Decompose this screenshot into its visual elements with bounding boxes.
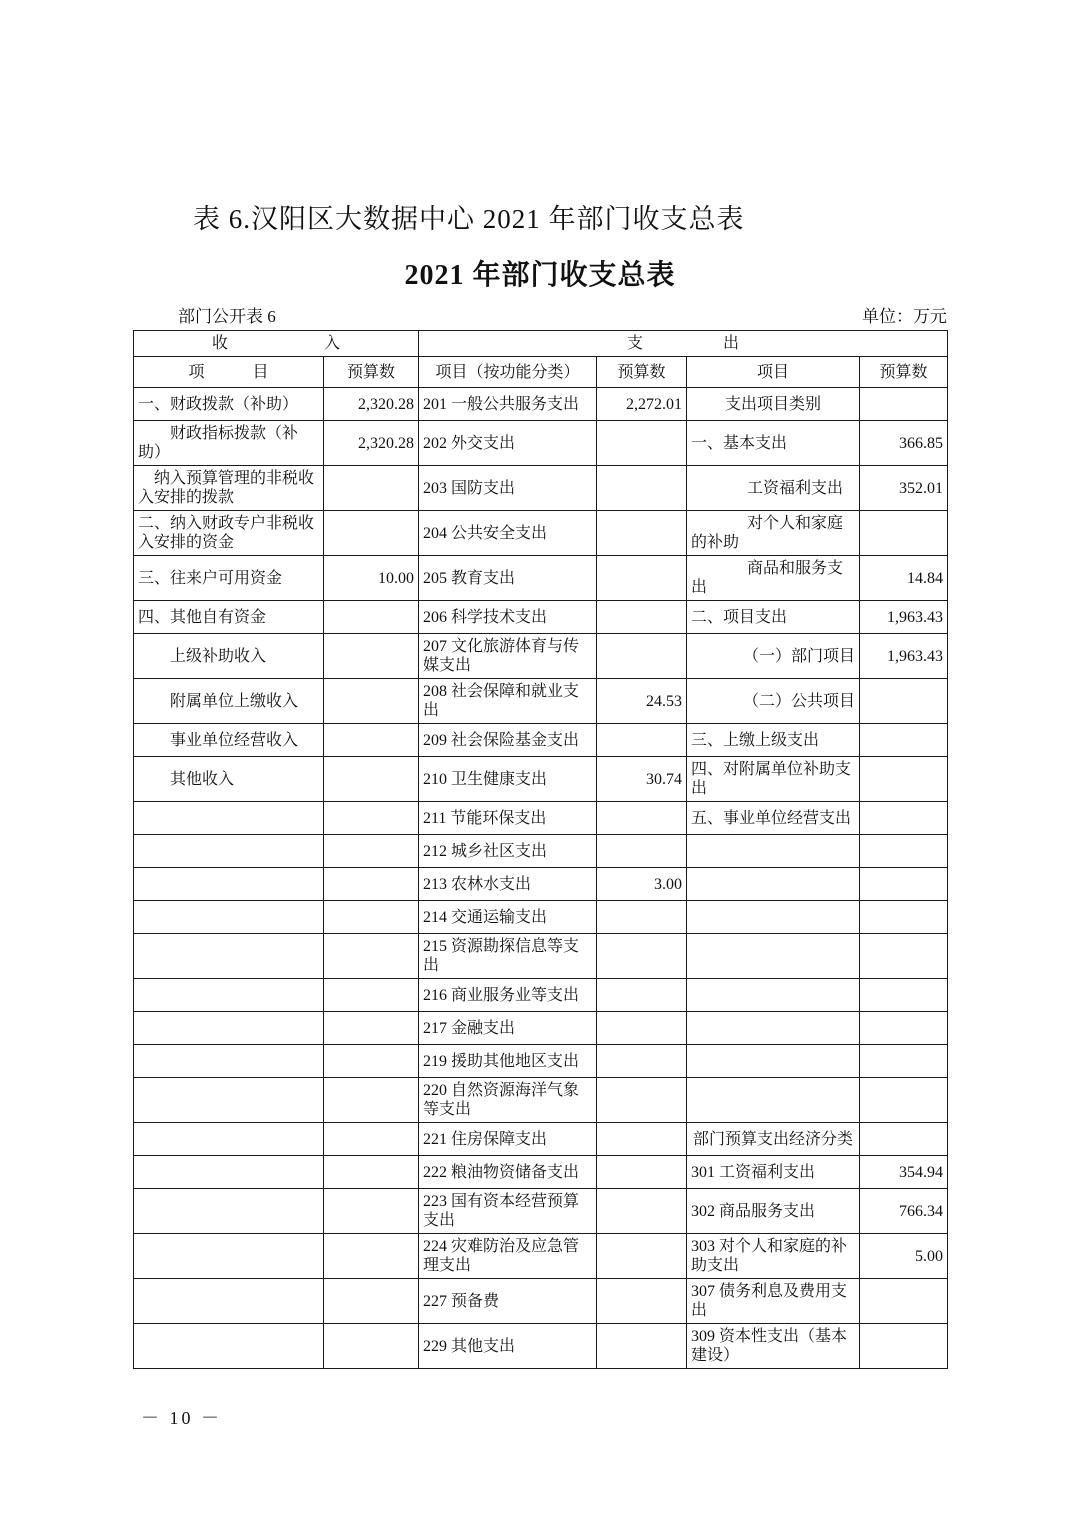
table-cell bbox=[324, 979, 419, 1012]
column-header-expense-func-item: 项目（按功能分类） bbox=[419, 357, 597, 388]
table-cell: 1,963.43 bbox=[860, 601, 948, 634]
section-header-income: 收 入 bbox=[134, 331, 419, 357]
table-row bbox=[134, 1279, 948, 1324]
table-cell bbox=[134, 1045, 324, 1078]
table-cell: 309 资本性支出（基本建设） bbox=[687, 1324, 860, 1369]
table-cell bbox=[597, 835, 687, 868]
table-cell: 219 援助其他地区支出 bbox=[419, 1045, 597, 1078]
table-cell: 二、项目支出 bbox=[687, 601, 860, 634]
table-cell bbox=[324, 1324, 419, 1369]
table-cell bbox=[324, 724, 419, 757]
table-row bbox=[134, 1078, 948, 1123]
table-cell bbox=[324, 634, 419, 679]
table-cell bbox=[324, 1045, 419, 1078]
table-cell: 五、事业单位经营支出 bbox=[687, 802, 860, 835]
table-row bbox=[134, 1324, 948, 1369]
table-cell: 其他收入 bbox=[134, 757, 324, 802]
table-cell: 2,320.28 bbox=[324, 388, 419, 421]
column-header-income-budget: 预算数 bbox=[324, 357, 419, 388]
table-cell bbox=[597, 601, 687, 634]
table-cell bbox=[687, 835, 860, 868]
table-cell bbox=[324, 679, 419, 724]
table-row bbox=[134, 901, 948, 934]
table-cell: 223 国有资本经营预算支出 bbox=[419, 1189, 597, 1234]
table-cell bbox=[860, 1279, 948, 1324]
table-cell: 三、往来户可用资金 bbox=[134, 556, 324, 601]
table-cell bbox=[324, 1012, 419, 1045]
table-cell bbox=[324, 835, 419, 868]
table-cell bbox=[324, 901, 419, 934]
table-cell bbox=[597, 421, 687, 466]
table-cell: 205 教育支出 bbox=[419, 556, 597, 601]
table-row bbox=[134, 388, 948, 421]
table-cell: 366.85 bbox=[860, 421, 948, 466]
table-cell bbox=[597, 802, 687, 835]
table-cell: 301 工资福利支出 bbox=[687, 1156, 860, 1189]
table-cell bbox=[597, 1012, 687, 1045]
table-cell: 财政指标拨款（补助） bbox=[134, 421, 324, 466]
table-cell: 210 卫生健康支出 bbox=[419, 757, 597, 802]
table-cell: 24.53 bbox=[597, 679, 687, 724]
table-row bbox=[134, 724, 948, 757]
table-cell: 212 城乡社区支出 bbox=[419, 835, 597, 868]
table-cell bbox=[597, 511, 687, 556]
table-cell bbox=[687, 1012, 860, 1045]
table-cell bbox=[597, 934, 687, 979]
table-cell: 206 科学技术支出 bbox=[419, 601, 597, 634]
table-cell: 部门预算支出经济分类 bbox=[687, 1123, 860, 1156]
table-cell: 229 其他支出 bbox=[419, 1324, 597, 1369]
table-row bbox=[134, 1189, 948, 1234]
table-cell: 二、纳入财政专户非税收入安排的资金 bbox=[134, 511, 324, 556]
table-cell bbox=[134, 802, 324, 835]
table-cell bbox=[597, 1324, 687, 1369]
table-cell bbox=[324, 934, 419, 979]
table-cell bbox=[860, 901, 948, 934]
table-cell bbox=[597, 1156, 687, 1189]
table-cell: 202 外交支出 bbox=[419, 421, 597, 466]
table-cell: 上级补助收入 bbox=[134, 634, 324, 679]
page-subtitle: 2021 年部门收支总表 bbox=[404, 260, 676, 291]
table-cell bbox=[324, 1189, 419, 1234]
table-row bbox=[134, 1045, 948, 1078]
table-cell bbox=[324, 802, 419, 835]
table-cell bbox=[134, 1189, 324, 1234]
table-cell bbox=[860, 388, 948, 421]
table-cell bbox=[324, 1123, 419, 1156]
table-cell: 307 债务利息及费用支出 bbox=[687, 1279, 860, 1324]
table-cell bbox=[134, 934, 324, 979]
table-cell: 5.00 bbox=[860, 1234, 948, 1279]
table-row bbox=[134, 601, 948, 634]
table-cell bbox=[687, 901, 860, 934]
table-cell: 217 金融支出 bbox=[419, 1012, 597, 1045]
table-cell: 支出项目类别 bbox=[687, 388, 860, 421]
table-cell bbox=[860, 1324, 948, 1369]
table-row bbox=[134, 679, 948, 724]
table-cell bbox=[134, 979, 324, 1012]
table-cell: 事业单位经营收入 bbox=[134, 724, 324, 757]
page-title: 表 6.汉阳区大数据中心 2021 年部门收支总表 bbox=[193, 204, 745, 234]
unit-label: 单位：万元 bbox=[862, 307, 947, 326]
table-row bbox=[134, 979, 948, 1012]
table-cell: 213 农林水支出 bbox=[419, 868, 597, 901]
table-row bbox=[134, 802, 948, 835]
table-cell bbox=[860, 679, 948, 724]
table-cell: （一）部门项目 bbox=[687, 634, 860, 679]
table-cell: 3.00 bbox=[597, 868, 687, 901]
table-cell bbox=[597, 901, 687, 934]
table-cell bbox=[324, 1078, 419, 1123]
table-header bbox=[134, 331, 948, 388]
table-cell bbox=[687, 1045, 860, 1078]
table-cell: 221 住房保障支出 bbox=[419, 1123, 597, 1156]
table-cell: 354.94 bbox=[860, 1156, 948, 1189]
table-cell bbox=[134, 1156, 324, 1189]
table-row bbox=[134, 511, 948, 556]
table-cell bbox=[134, 1123, 324, 1156]
table-cell bbox=[597, 1045, 687, 1078]
table-row bbox=[134, 466, 948, 511]
table-cell bbox=[324, 868, 419, 901]
table-cell: 一、基本支出 bbox=[687, 421, 860, 466]
column-header-income-item: 项 目 bbox=[134, 357, 324, 388]
table-cell bbox=[860, 1045, 948, 1078]
table-cell: 三、上缴上级支出 bbox=[687, 724, 860, 757]
table-cell bbox=[324, 601, 419, 634]
table-row bbox=[134, 634, 948, 679]
table-cell bbox=[687, 979, 860, 1012]
table-cell bbox=[134, 1078, 324, 1123]
table-cell: 204 公共安全支出 bbox=[419, 511, 597, 556]
table-row bbox=[134, 1123, 948, 1156]
table-cell bbox=[860, 511, 948, 556]
table-cell bbox=[597, 1078, 687, 1123]
table-cell: 1,963.43 bbox=[860, 634, 948, 679]
table-row bbox=[134, 757, 948, 802]
table-cell: 10.00 bbox=[324, 556, 419, 601]
table-cell bbox=[324, 466, 419, 511]
table-cell: （二）公共项目 bbox=[687, 679, 860, 724]
table-cell bbox=[597, 556, 687, 601]
table-cell bbox=[324, 1156, 419, 1189]
table-cell bbox=[860, 802, 948, 835]
table-cell: 220 自然资源海洋气象等支出 bbox=[419, 1078, 597, 1123]
table-cell: 766.34 bbox=[860, 1189, 948, 1234]
table-cell: 四、其他自有资金 bbox=[134, 601, 324, 634]
table-cell: 352.01 bbox=[860, 466, 948, 511]
table-cell: 216 商业服务业等支出 bbox=[419, 979, 597, 1012]
table-cell bbox=[134, 1012, 324, 1045]
table-row bbox=[134, 934, 948, 979]
page-number: － 10 － bbox=[141, 1408, 222, 1428]
table-cell: 对个人和家庭的补助 bbox=[687, 511, 860, 556]
table-cell bbox=[324, 1234, 419, 1279]
table-cell: 工资福利支出 bbox=[687, 466, 860, 511]
table-cell bbox=[134, 835, 324, 868]
table-cell bbox=[324, 511, 419, 556]
table-cell bbox=[860, 835, 948, 868]
table-cell bbox=[324, 757, 419, 802]
table-cell bbox=[860, 979, 948, 1012]
content-area bbox=[133, 0, 947, 1369]
table-cell bbox=[687, 868, 860, 901]
column-header-expense-budget: 预算数 bbox=[860, 357, 948, 388]
table-cell bbox=[687, 1078, 860, 1123]
table-row bbox=[134, 1156, 948, 1189]
table-row bbox=[134, 1234, 948, 1279]
table-cell bbox=[860, 868, 948, 901]
table-cell bbox=[134, 868, 324, 901]
table-cell: 227 预备费 bbox=[419, 1279, 597, 1324]
section-header-row bbox=[134, 331, 948, 357]
table-cell bbox=[860, 724, 948, 757]
table-cell: 302 商品服务支出 bbox=[687, 1189, 860, 1234]
table-cell: 四、对附属单位补助支出 bbox=[687, 757, 860, 802]
table-row bbox=[134, 421, 948, 466]
table-cell: 208 社会保障和就业支出 bbox=[419, 679, 597, 724]
table-cell bbox=[860, 757, 948, 802]
table-cell bbox=[687, 934, 860, 979]
column-header-expense-func-budget: 预算数 bbox=[597, 357, 687, 388]
table-cell: 2,320.28 bbox=[324, 421, 419, 466]
table-cell: 14.84 bbox=[860, 556, 948, 601]
table-cell bbox=[597, 1189, 687, 1234]
table-cell: 222 粮油物资储备支出 bbox=[419, 1156, 597, 1189]
table-cell bbox=[597, 1234, 687, 1279]
column-header-row bbox=[134, 357, 948, 388]
table-cell: 商品和服务支出 bbox=[687, 556, 860, 601]
section-header-expense: 支 出 bbox=[419, 331, 948, 357]
table-cell: 2,272.01 bbox=[597, 388, 687, 421]
table-cell bbox=[860, 934, 948, 979]
table-row bbox=[134, 556, 948, 601]
table-cell: 214 交通运输支出 bbox=[419, 901, 597, 934]
table-cell bbox=[597, 724, 687, 757]
table-row bbox=[134, 868, 948, 901]
table-cell bbox=[597, 466, 687, 511]
table-cell: 一、财政拨款（补助） bbox=[134, 388, 324, 421]
table-cell bbox=[134, 1234, 324, 1279]
table-cell bbox=[134, 901, 324, 934]
table-cell: 207 文化旅游体育与传媒支出 bbox=[419, 634, 597, 679]
table-cell: 211 节能环保支出 bbox=[419, 802, 597, 835]
table-cell: 纳入预算管理的非税收入安排的拨款 bbox=[134, 466, 324, 511]
table-cell: 224 灾难防治及应急管理支出 bbox=[419, 1234, 597, 1279]
table-cell: 附属单位上缴收入 bbox=[134, 679, 324, 724]
table-cell bbox=[134, 1324, 324, 1369]
table-row bbox=[134, 835, 948, 868]
table-cell: 209 社会保险基金支出 bbox=[419, 724, 597, 757]
table-row bbox=[134, 1012, 948, 1045]
table-cell bbox=[324, 1279, 419, 1324]
table-cell bbox=[860, 1012, 948, 1045]
table-body bbox=[134, 388, 948, 1369]
table-cell: 303 对个人和家庭的补助支出 bbox=[687, 1234, 860, 1279]
budget-summary-table bbox=[133, 330, 948, 1369]
table-cell bbox=[597, 1123, 687, 1156]
table-cell: 215 资源勘探信息等支出 bbox=[419, 934, 597, 979]
table-label: 部门公开表 6 bbox=[178, 307, 276, 326]
table-cell bbox=[597, 1279, 687, 1324]
column-header-expense-item: 项目 bbox=[687, 357, 860, 388]
table-cell: 30.74 bbox=[597, 757, 687, 802]
table-cell bbox=[134, 1279, 324, 1324]
table-cell bbox=[860, 1078, 948, 1123]
table-cell: 203 国防支出 bbox=[419, 466, 597, 511]
table-cell bbox=[860, 1123, 948, 1156]
table-cell bbox=[597, 979, 687, 1012]
table-meta-row bbox=[133, 307, 947, 327]
table-cell: 201 一般公共服务支出 bbox=[419, 388, 597, 421]
table-cell bbox=[597, 634, 687, 679]
